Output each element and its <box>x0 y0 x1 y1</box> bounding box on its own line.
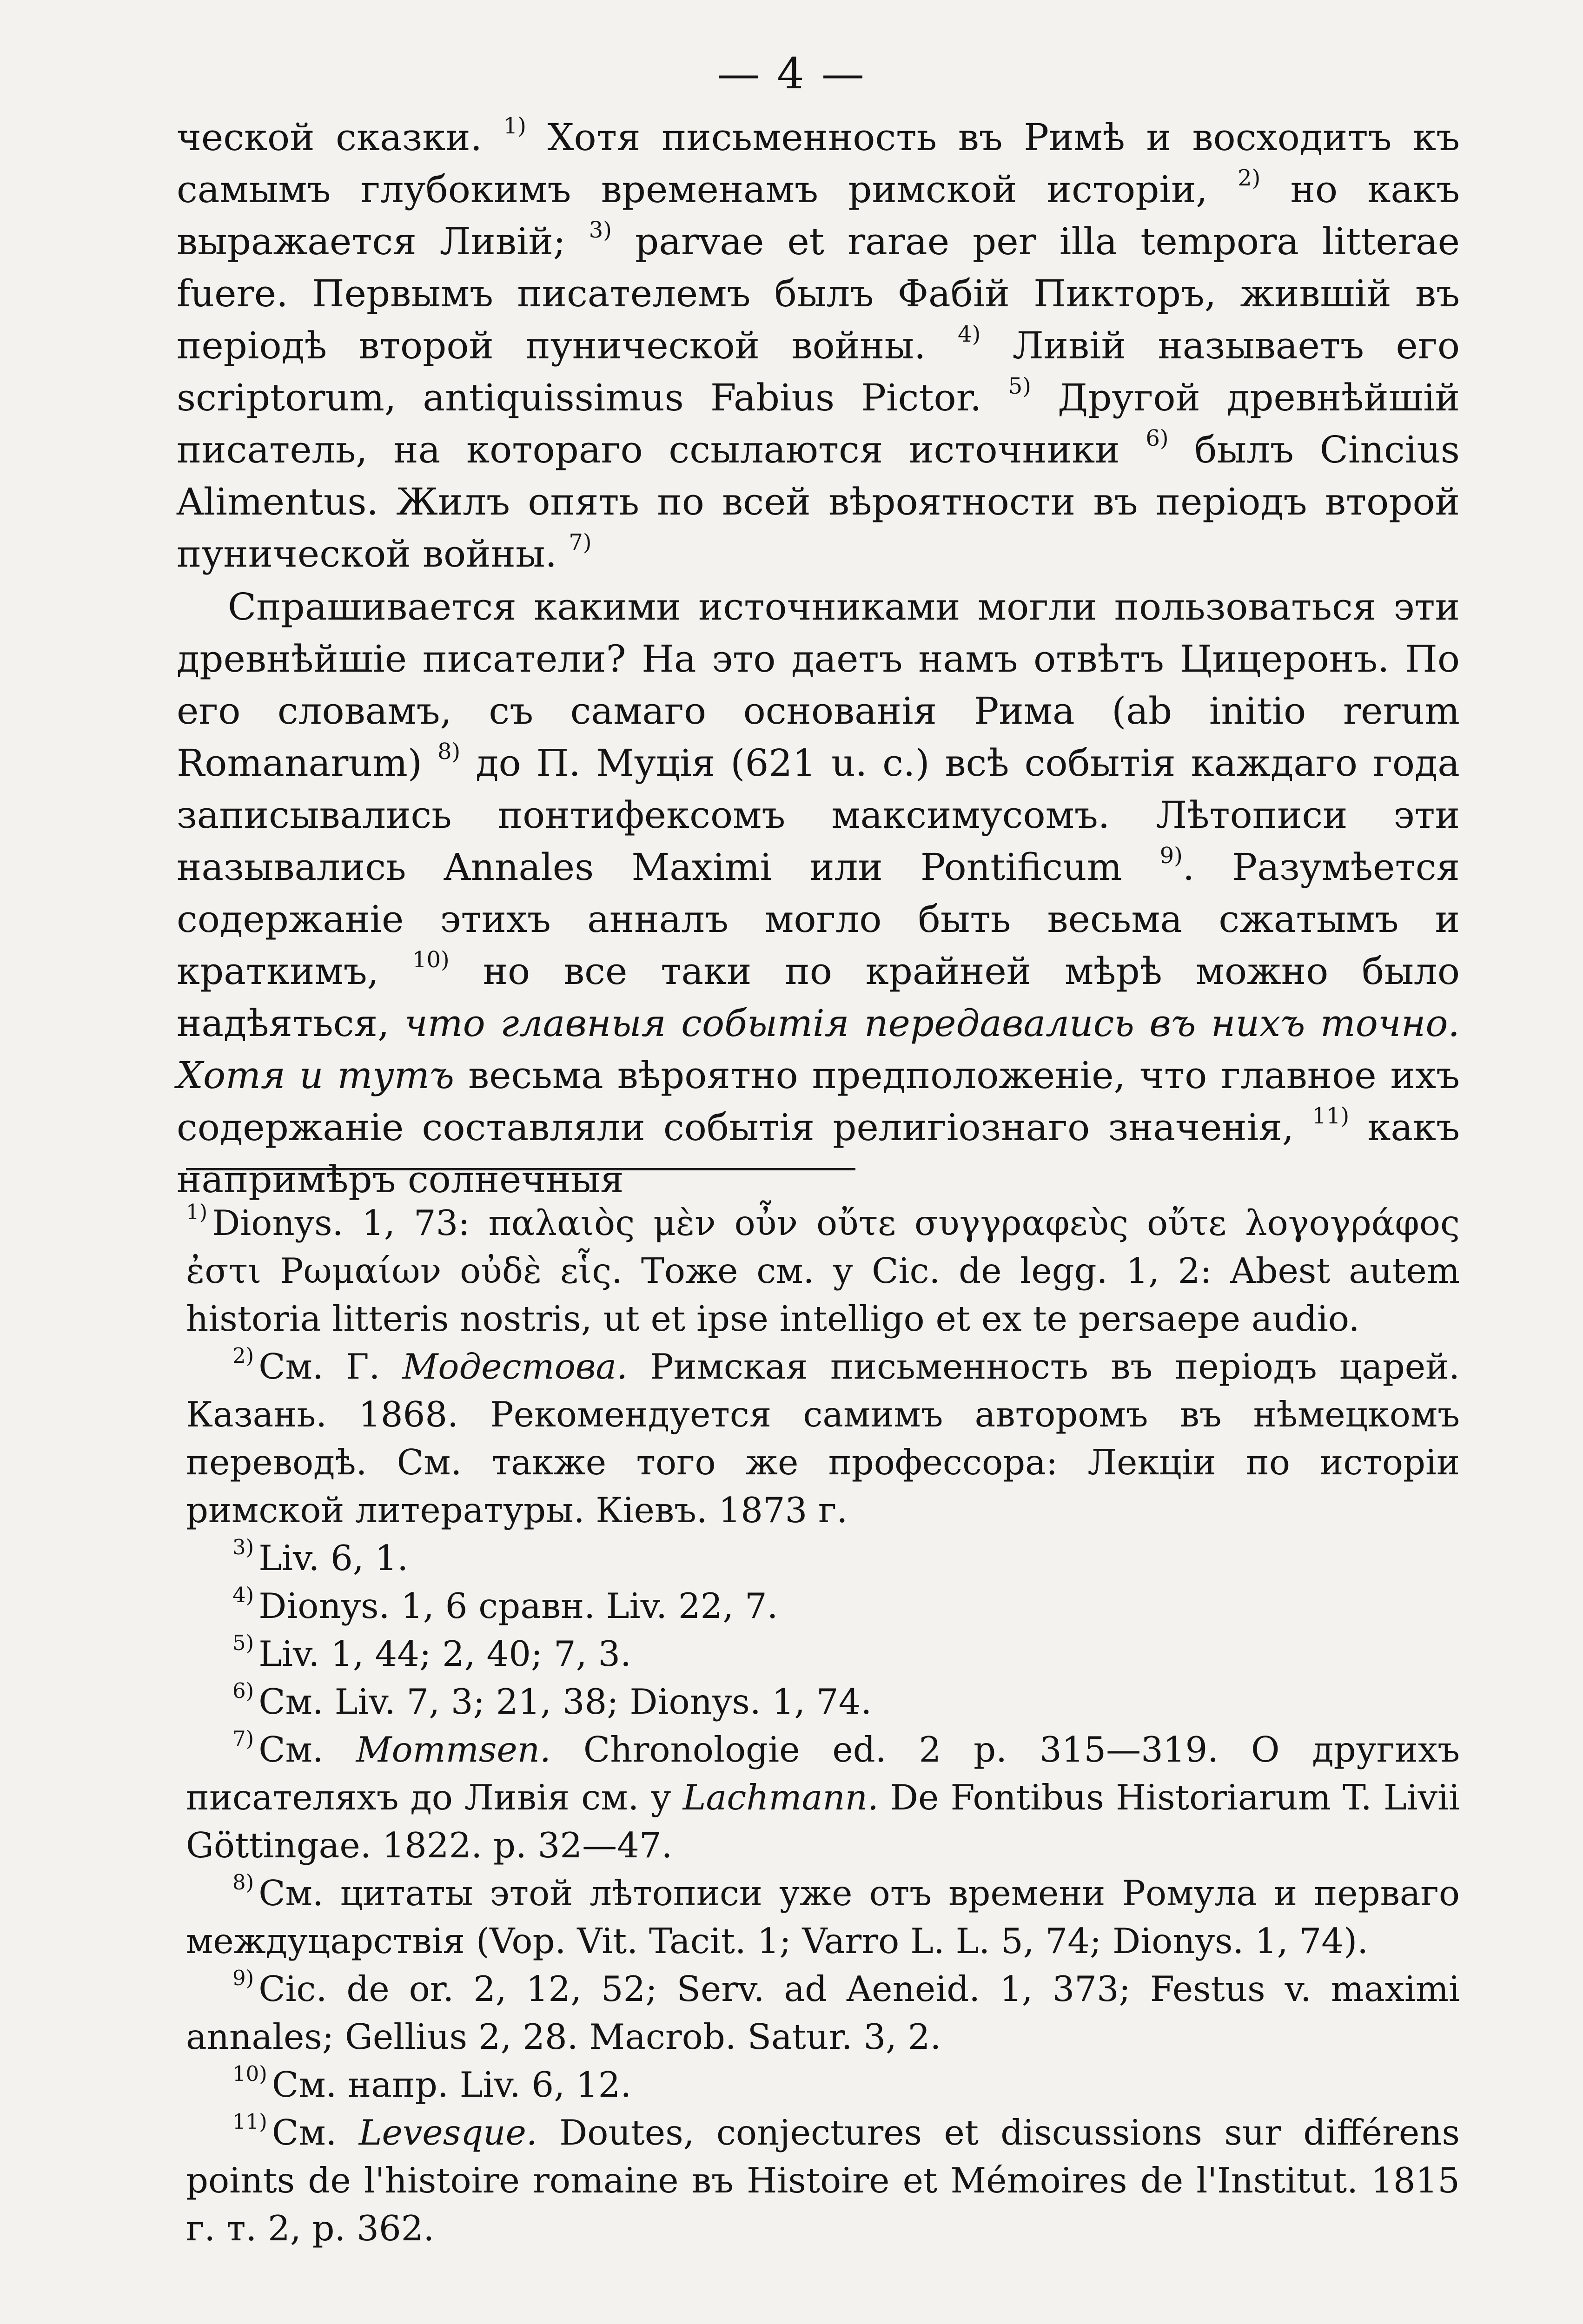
text-span: весьма вѣроятно предположеніе, что главное ихъ содержаніе составляли событія религіознаго значенія, <box>177 1054 1460 1149</box>
footnote-10 <box>186 2061 1460 2109</box>
footnote-ref-1: 1) <box>503 113 526 139</box>
footnote-mark: 2) <box>232 1343 254 1368</box>
text-span: былъ Cincius Alimentus. Жилъ опять по всей вѣроятности въ періодъ второй пунической войны. <box>177 428 1460 575</box>
footnote-5 <box>186 1630 1460 1678</box>
footnote-2 <box>186 1343 1460 1534</box>
author-name: Модестова. <box>402 1346 628 1387</box>
footnote-3 <box>186 1534 1460 1582</box>
footnote-9 <box>186 1965 1460 2061</box>
footnote-mark: 11) <box>232 2109 267 2134</box>
text-span: parvae et rarae per illa tempora litterae fuere. Первымъ писателемъ былъ Фабій Пикторъ, жившій въ періодѣ второй пунической войны. <box>177 220 1460 367</box>
footnote-8 <box>186 1869 1460 1965</box>
footnote-11 <box>186 2109 1460 2252</box>
footnote-ref-7: 7) <box>569 529 592 555</box>
footnote-mark: 10) <box>232 2061 267 2086</box>
footnote-ref-8: 8) <box>437 739 461 765</box>
footnote-text: См. цитаты этой лѣтописи уже отъ времени Ромула и перваго междуцарствія (Vop. Vit. Tacit. 1; Varro L. L. 5, 74; Dionys. 1, 74). <box>186 1873 1460 1961</box>
paragraph-2 <box>177 581 1460 1206</box>
footnote-text: Chronologie ed. 2 p. 315—319. О другихъ писателяхъ до Ливія см. у <box>186 1729 1460 1818</box>
text-span: Хотя письменность въ Римѣ и восходитъ къ самымъ глубокимъ временамъ римской исторіи, <box>177 116 1460 211</box>
footnote-ref-4: 4) <box>958 321 981 347</box>
footnote-mark: 1) <box>186 1200 208 1225</box>
footnote-mark: 8) <box>232 1870 254 1895</box>
footnote-mark: 9) <box>232 1966 254 1991</box>
author-name: Levesque. <box>358 2112 537 2153</box>
footnote-divider <box>186 1168 855 1170</box>
footnote-mark: 4) <box>232 1583 254 1608</box>
text-span: ческой сказки. <box>177 116 483 159</box>
text-span: но все таки по крайней мѣрѣ можно было надѣяться, <box>177 950 1460 1045</box>
text-span: . Разумѣется содержаніе этихъ анналъ могло быть весьма сжатымъ и краткимъ, <box>177 845 1460 993</box>
footnote-text: См. <box>258 1729 324 1770</box>
footnotes <box>186 1199 1460 2252</box>
footnote-text: Dionys. 1, 73: παλαιὸς μὲν οὖν οὔτε συγγραφεὺς οὔτε λογογράφος ἐστι Ρωμαίων οὐδὲ εἷς. Тоже см. у Cic. de legg. 1, 2: Abest autem historia litteris nostris, ut et ipse intelligo et ex te persaepe audio. <box>186 1202 1460 1339</box>
footnote-ref-6: 6) <box>1146 425 1169 451</box>
footnote-ref-3: 3) <box>589 217 612 243</box>
footnote-text: Doutes, conjectures et discussions sur différens points de l'histoire romaine въ Histoire et Mémoires de l'Institut. 1815 г. т. 2, p. 362. <box>186 2112 1460 2249</box>
footnote-mark: 5) <box>232 1631 254 1656</box>
italic-text-span: что главныя событія передавались въ нихъ точно. Хотя и тутъ <box>177 1002 1460 1097</box>
footnote-1 <box>186 1199 1460 1343</box>
footnote-ref-5: 5) <box>1008 373 1031 399</box>
footnote-text: См. напр. Liv. 6, 12. <box>272 2064 632 2105</box>
text-span: Другой древнѣйшій писатель, на котораго ссылаются источники <box>177 376 1460 471</box>
footnote-text: Cic. de or. 2, 12, 52; Serv. ad Aeneid. 1, 373; Festus v. maximi annales; Gellius 2, 28. Macrob. Satur. 3, 2. <box>186 1968 1460 2057</box>
footnote-text: См. Г. <box>258 1346 380 1387</box>
footnote-text: Liv. 6, 1. <box>258 1538 409 1578</box>
footnote-text: Dionys. 1, 6 сравн. Liv. 22, 7. <box>258 1585 778 1626</box>
footnote-mark: 7) <box>232 1726 254 1751</box>
footnote-text: Римская письменность въ періодъ царей. Казань. 1868. Рекомендуется самимъ авторомъ въ нѣмецкомъ переводѣ. См. также того же профессора: Лекціи по исторіи римской литературы. Кіевъ. 1873 г. <box>186 1346 1460 1531</box>
footnote-text: Liv. 1, 44; 2, 40; 7, 3. <box>258 1633 631 1674</box>
text-span: до П. Муція (621 u. c.) всѣ событія каждаго года записывались понтифексомъ максимусомъ. Лѣтописи эти назывались Annales Maximi или Pontificum <box>177 741 1460 889</box>
footnote-text: См. <box>272 2112 337 2153</box>
footnote-text: De Fontibus Historiarum T. Livii Göttingae. 1822. p. 32—47. <box>186 1777 1460 1866</box>
footnote-4 <box>186 1582 1460 1630</box>
footnote-ref-2: 2) <box>1238 165 1261 191</box>
author-name: Mommsen. <box>356 1729 551 1770</box>
footnote-mark: 3) <box>232 1535 254 1560</box>
footnote-ref-9: 9) <box>1159 843 1183 869</box>
footnote-ref-10: 10) <box>412 947 450 973</box>
paragraph-1 <box>177 112 1460 580</box>
page-number: — 4 — <box>716 49 867 99</box>
footnote-mark: 6) <box>232 1678 254 1703</box>
text-span: Ливій называетъ его scriptorum, antiquissimus Fabius Pictor. <box>177 324 1460 419</box>
text-span: но какъ выражается Ливій; <box>177 168 1460 263</box>
footnote-ref-11: 11) <box>1312 1103 1350 1129</box>
main-text <box>177 112 1460 1206</box>
text-span: Спрашивается какими источниками могли пользоваться эти древнѣйшіе писатели? На это даетъ намъ отвѣтъ Цицеронъ. По его словамъ, съ самаго основанія Рима (ab initio rerum Romanarum) <box>177 585 1460 785</box>
footnote-text: См. Liv. 7, 3; 21, 38; Dionys. 1, 74. <box>258 1681 872 1722</box>
author-name: Lachmann. <box>682 1777 879 1818</box>
footnote-6 <box>186 1678 1460 1726</box>
text-span: какъ напримѣръ солнечныя <box>177 1106 1460 1201</box>
footnote-7 <box>186 1726 1460 1869</box>
